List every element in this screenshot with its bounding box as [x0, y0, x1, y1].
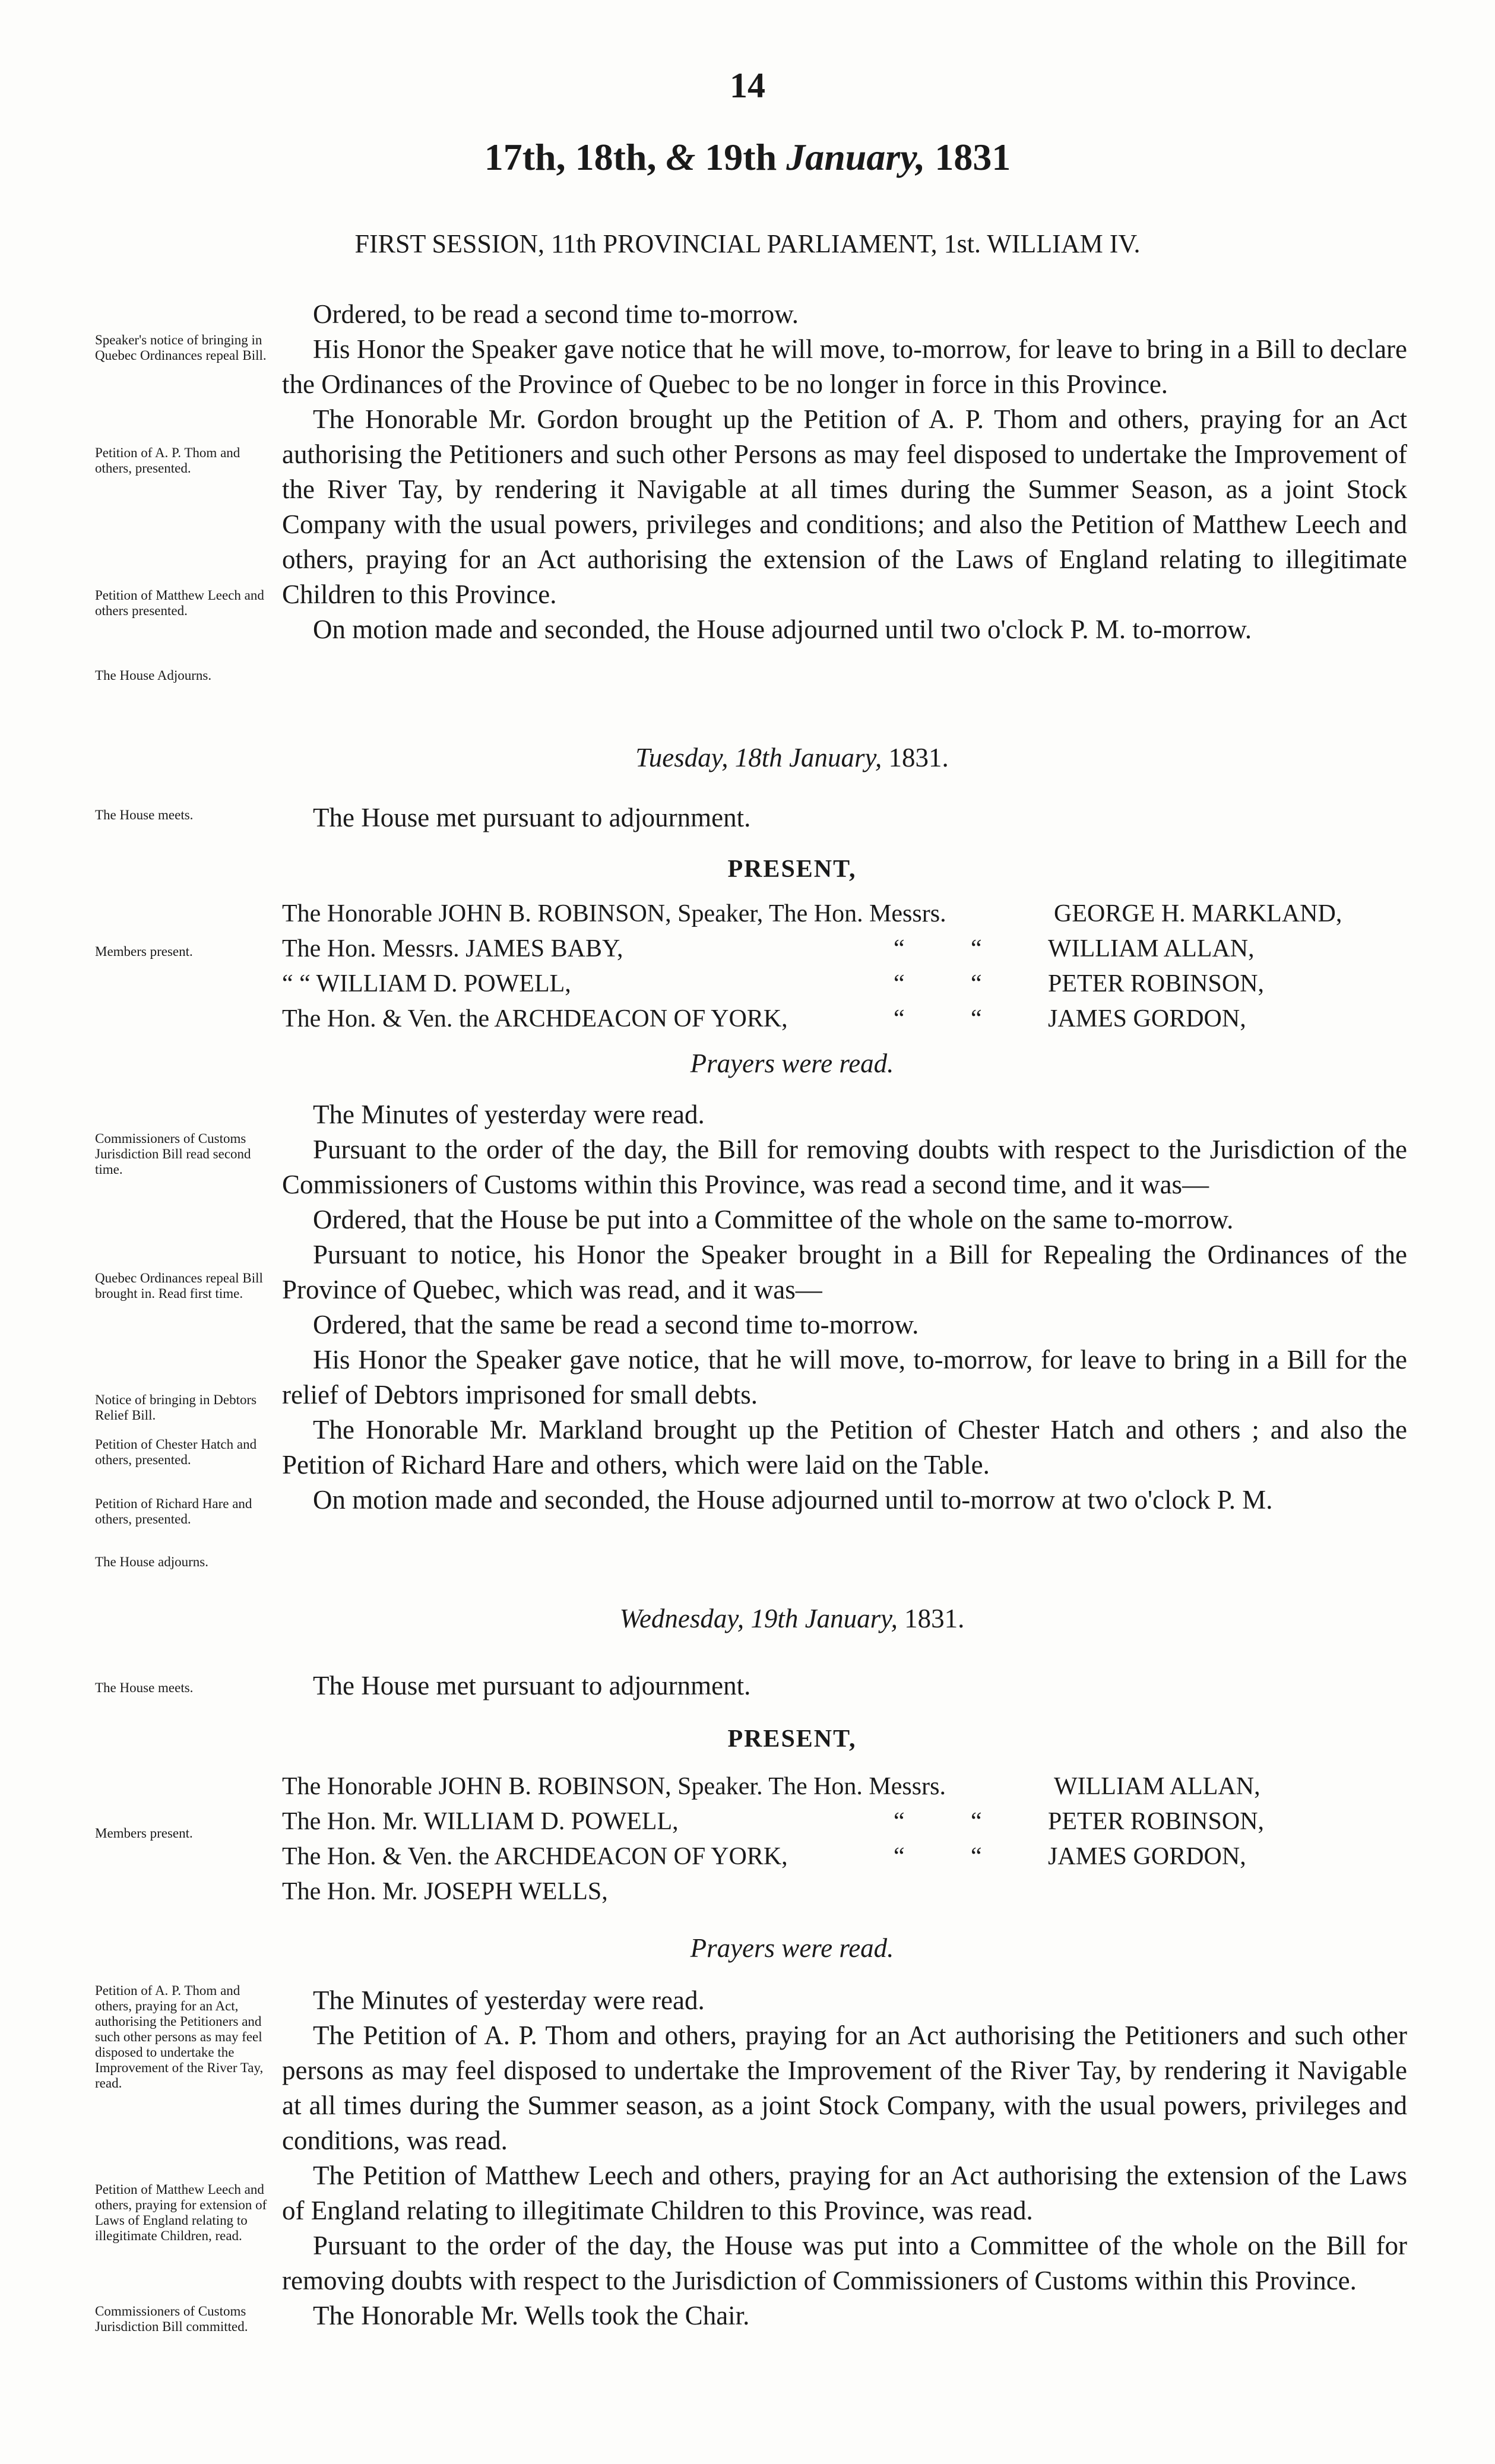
member-left: “ “ WILLIAM D. POWELL, — [282, 970, 571, 997]
member-left: The Honorable JOHN B. ROBINSON, Speaker, The Hon. Messrs. — [282, 900, 946, 927]
date-day-last: 19th — [705, 136, 777, 178]
members-list — [282, 897, 1407, 1037]
ditto-mark: “ — [971, 1843, 982, 1870]
paragraph: Pursuant to the order of the day, the House was put into a Committee of the whole on the Bill for removing doubts with respect to the Jurisdiction of Commissioners of Customs within this Province. — [282, 2231, 1407, 2295]
member-row — [282, 1804, 1407, 1839]
date-year: 1831 — [935, 136, 1011, 178]
margin-note: Petition of Matthew Leech and others, praying for extension of Laws of England relating to illegitimate Children, read. — [95, 2182, 267, 2243]
paragraph: Ordered, to be read a second time to-morrow. — [313, 299, 799, 329]
member-row — [282, 1769, 1407, 1804]
member-left: The Hon. Mr. JOSEPH WELLS, — [282, 1878, 608, 1905]
margin-note: The House adjourns. — [95, 1554, 208, 1569]
date-ampersand: & — [666, 136, 696, 178]
paragraph: Pursuant to the order of the day, the Bill for removing doubts with respect to the Jurisdiction of the Commissioners of Customs within this Province, was read a second time, and it was— — [282, 1135, 1407, 1199]
date-month: January, — [786, 136, 926, 178]
paragraph: His Honor the Speaker gave notice, that he will move, to-morrow, for leave to bring in a Bill for the relief of Debtors imprisoned for small debts. — [282, 1345, 1407, 1410]
day-heading-wednesday — [0, 1603, 1495, 1634]
paragraph: The House met pursuant to adjournment. — [313, 1671, 751, 1700]
member-left: The Hon. & Ven. the ARCHDEACON OF YORK, — [282, 1005, 788, 1033]
day-heading-tuesday — [0, 742, 1495, 773]
day-heading-year: 1831. — [904, 1604, 965, 1633]
ditto-mark: “ — [971, 1808, 982, 1835]
ditto-mark: “ — [971, 970, 982, 997]
member-right: PETER ROBINSON, — [1048, 970, 1265, 997]
members-list — [282, 1769, 1407, 1909]
member-row — [282, 967, 1407, 1002]
present-heading: PRESENT, — [727, 856, 857, 883]
member-right: WILLIAM ALLAN, — [1054, 1773, 1260, 1800]
prayers-line: Prayers were read. — [690, 1049, 894, 1078]
paragraph: On motion made and seconded, the House adjourned until to-morrow at two o'clock P. M. — [313, 1485, 1273, 1515]
section2-body — [282, 1097, 1407, 1518]
ditto-mark: “ — [894, 1843, 905, 1870]
margin-note: Petition of A. P. Thom and others, praying for an Act, authorising the Petitioners and such other persons as may feel disposed to undertake the Improvement of the River Tay, read. — [95, 1983, 264, 2091]
margin-note: Members present. — [95, 944, 193, 959]
member-left: The Hon. & Ven. the ARCHDEACON OF YORK, — [282, 1843, 788, 1870]
section3-met — [282, 1668, 1407, 1703]
paragraph: His Honor the Speaker gave notice that he will move, to-morrow, for leave to bring in a Bill to declare the Ordinances of the Province of Quebec to be no longer in force in this Province. — [282, 334, 1407, 399]
paragraph: The Minutes of yesterday were read. — [313, 1100, 705, 1129]
ditto-mark: “ — [894, 935, 905, 962]
member-left: The Hon. Mr. WILLIAM D. POWELL, — [282, 1808, 679, 1835]
margin-note: Members present. — [95, 1826, 193, 1841]
margin-note: Notice of bringing in Debtors Relief Bill. — [95, 1392, 257, 1423]
ditto-mark: “ — [894, 970, 905, 997]
margin-note: The House meets. — [95, 1680, 194, 1695]
day-heading-text: Tuesday, 18th January, — [635, 743, 882, 772]
margin-note: The House meets. — [95, 807, 194, 822]
present-heading: PRESENT, — [727, 1725, 857, 1753]
paragraph: The Petition of Matthew Leech and others, praying for an Act authorising the extension of the Laws of England relating to illegitimate Children to this Province, was read. — [282, 2161, 1407, 2225]
paragraph: Ordered, that the same be read a second time to-morrow. — [313, 1310, 919, 1339]
ditto-mark: “ — [894, 1005, 905, 1033]
day-heading-year: 1831. — [888, 743, 949, 772]
ditto-mark: “ — [894, 1808, 905, 1835]
day-heading-text: Wednesday, 19th January, — [619, 1604, 898, 1633]
margin-note: Petition of Richard Hare and others, presented. — [95, 1496, 252, 1526]
paragraph: The Petition of A. P. Thom and others, praying for an Act authorising the Petitioners and such other persons as may feel disposed to undertake the Improvement of the River Tay, by rendering it Navigable at all times during the Summer season, as a joint Stock Company, with the usual powers, privileges and conditions, was read. — [282, 2020, 1407, 2155]
margin-note: Petition of A. P. Thom and others, presented. — [95, 445, 240, 476]
paragraph: The Honorable Mr. Gordon brought up the Petition of A. P. Thom and others, praying for an Act authorising the Petitioners and such other Persons as may feel disposed to undertake the Improvement of the River Tay, by rendering it Navigable at all times during the Summer Season, as a joint Stock Company with the usual powers, privileges and conditions; and also the Petition of Matthew Leech and others, praying for an Act authorising the extension of the Laws of England relating to illegitimate Children to this Province. — [282, 404, 1407, 609]
paragraph: The Minutes of yesterday were read. — [313, 1985, 705, 2015]
margin-note: The House Adjourns. — [95, 668, 212, 683]
member-row — [282, 932, 1407, 967]
paragraph: Ordered, that the House be put into a Committee of the whole on the same to-morrow. — [313, 1205, 1234, 1234]
member-right: GEORGE H. MARKLAND, — [1054, 900, 1342, 927]
session-heading: FIRST SESSION, 11th PROVINCIAL PARLIAMENT, 1st. WILLIAM IV. — [354, 229, 1141, 258]
ditto-mark: “ — [971, 1005, 982, 1033]
date-days: 17th, 18th, — [484, 136, 657, 178]
member-right: WILLIAM ALLAN, — [1048, 935, 1255, 962]
member-right: JAMES GORDON, — [1048, 1843, 1246, 1870]
margin-note: Quebec Ordinances repeal Bill brought in. Read first time. — [95, 1271, 263, 1301]
page-date-heading — [0, 135, 1495, 179]
section1-body — [282, 297, 1407, 647]
margin-note: Commissioners of Customs Jurisdiction Bill committed. — [95, 2304, 248, 2334]
paragraph: The Honorable Mr. Markland brought up the Petition of Chester Hatch and others ; and also the Petition of Richard Hare and others, which were laid on the Table. — [282, 1415, 1407, 1480]
section3-body — [282, 1983, 1407, 2333]
paragraph: On motion made and seconded, the House adjourned until two o'clock P. M. to-morrow. — [313, 615, 1252, 644]
member-right: JAMES GORDON, — [1048, 1005, 1246, 1033]
member-left: The Hon. Messrs. JAMES BABY, — [282, 935, 623, 962]
margin-note: Commissioners of Customs Jurisdiction Bill read second time. — [95, 1131, 251, 1177]
paragraph: The House met pursuant to adjournment. — [313, 803, 751, 832]
ditto-mark: “ — [971, 935, 982, 962]
margin-note: Petition of Chester Hatch and others, presented. — [95, 1437, 257, 1467]
member-row — [282, 1874, 1407, 1909]
member-row — [282, 1002, 1407, 1037]
paragraph: Pursuant to notice, his Honor the Speaker brought in a Bill for Repealing the Ordinances of the Province of Quebec, which was read, and it was— — [282, 1240, 1407, 1304]
member-row — [282, 897, 1407, 932]
prayers-line: Prayers were read. — [690, 1933, 894, 1963]
member-left: The Honorable JOHN B. ROBINSON, Speaker. The Hon. Messrs. — [282, 1773, 946, 1800]
member-right: PETER ROBINSON, — [1048, 1808, 1265, 1835]
margin-note: Speaker's notice of bringing in Quebec Ordinances repeal Bill. — [95, 332, 267, 363]
margin-note: Petition of Matthew Leech and others presented. — [95, 588, 264, 618]
member-row — [282, 1839, 1407, 1874]
paragraph: The Honorable Mr. Wells took the Chair. — [313, 2301, 750, 2330]
section2-met — [282, 800, 1407, 835]
page-number: 14 — [730, 66, 765, 105]
